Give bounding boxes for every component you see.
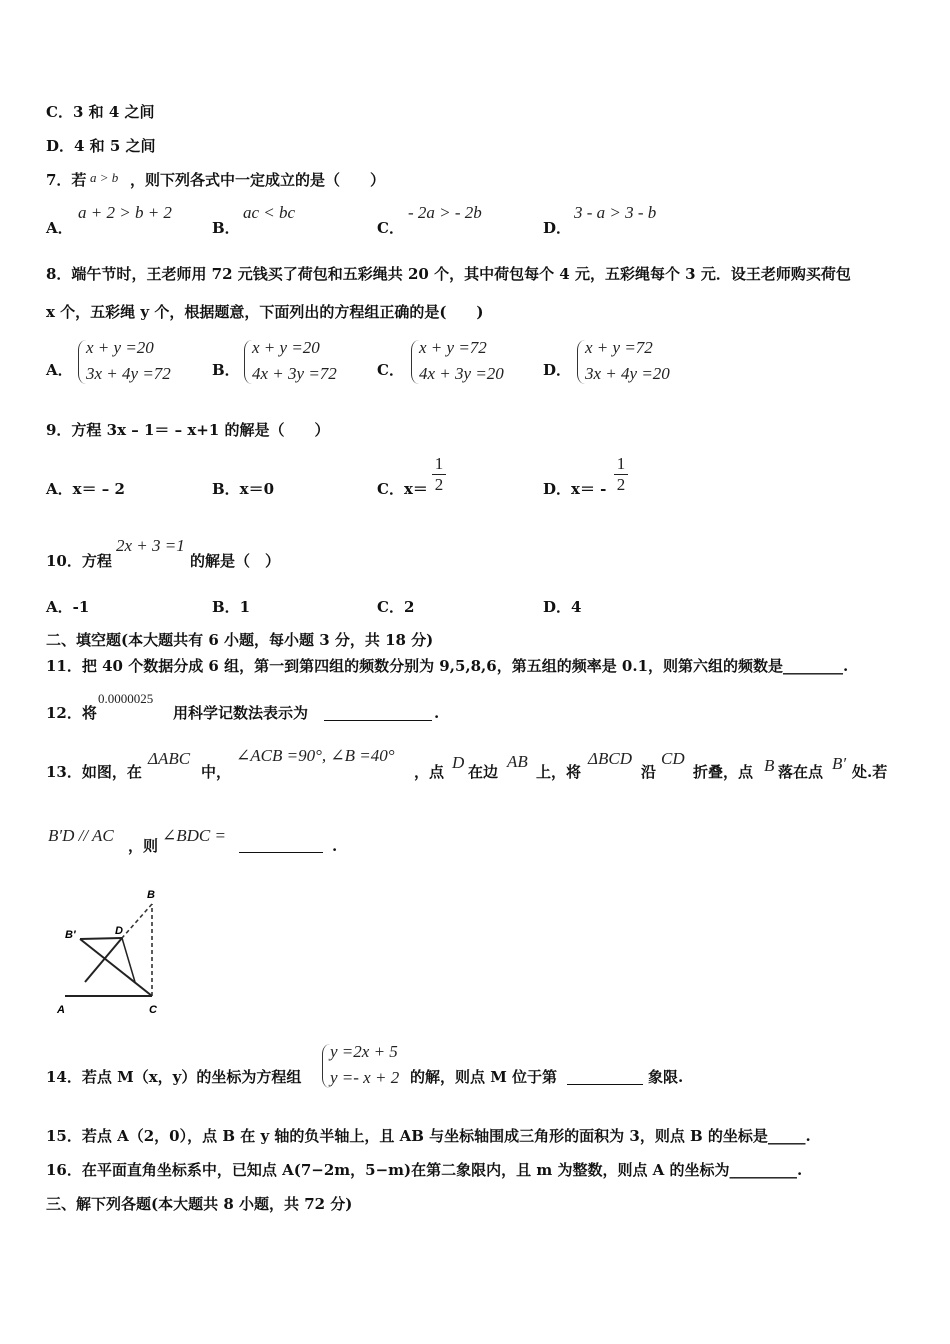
q14-eq1: y =2x + 5 — [330, 1042, 398, 1061]
q13-triangle-abc: ΔABC — [148, 749, 191, 768]
q13-point-d: D — [452, 753, 465, 772]
q13-end: . — [332, 837, 338, 855]
q8-option-d-eq1: x + y =72 — [585, 338, 653, 357]
q10-option-b: B．1 — [212, 598, 251, 616]
q10-suffix: 的解是（ ） — [190, 552, 281, 570]
q8-option-b-label: B． — [212, 361, 240, 379]
segment-d-to-ac — [85, 938, 122, 982]
q7-option-d-expr: 3 - a > 3 - b — [574, 203, 657, 222]
q7-option-c-label: C． — [377, 219, 404, 237]
q12-prefix: 12．将 — [46, 704, 97, 722]
label-b-prime: B′ — [65, 929, 76, 941]
q13-part1: 13．如图，在 — [46, 763, 142, 781]
q7-suffix: ，则下列各式中一定成立的是（ ） — [130, 171, 386, 189]
q7-option-a-label: A． — [46, 219, 73, 237]
q8-option-a-eq2: 3x + 4y =72 — [86, 364, 171, 383]
q8-option-c-eq1: x + y =72 — [419, 338, 487, 357]
q9-c-frac-num: 1 — [434, 454, 444, 473]
q7-option-b-expr: ac < bc — [243, 203, 296, 222]
q9-option-a: A．x＝ – 2 — [46, 480, 125, 498]
q8-stem-line2: x 个，五彩绳 y 个，根据题意，下面列出的方程组正确的是( ) — [46, 303, 484, 321]
q13-part2: 中， — [201, 763, 232, 781]
q9-c-frac-den: 2 — [434, 475, 444, 494]
q7-option-a-expr: a + 2 > b + 2 — [78, 203, 172, 222]
q9-option-c: C．x＝ — [377, 480, 428, 498]
q6-option-d: D．4 和 5 之间 — [46, 137, 156, 155]
q13-part3: ，点 — [414, 763, 445, 781]
q16-text: 16．在平面直角坐标系中，已知点 A(7−2m，5−m)在第二象限内，且 m 为整数，则点 A 的坐标为_________. — [46, 1161, 803, 1179]
q13-part10: ，则 — [128, 837, 159, 855]
q14-answer-blank — [567, 1068, 643, 1085]
q13-part4: 在边 — [468, 763, 499, 781]
q7-option-d-label: D． — [543, 219, 572, 237]
q12-end: . — [434, 704, 440, 722]
q13-side-cd: CD — [661, 749, 685, 768]
q7-option-b-label: B． — [212, 219, 240, 237]
q13-part9: 处.若 — [852, 763, 888, 781]
q9-option-d-fraction — [614, 455, 628, 494]
q8-option-a-eq1: x + y =20 — [86, 338, 154, 357]
q13-part5: 上，将 — [536, 763, 582, 781]
segment-dc — [122, 938, 135, 982]
q13-ask-angle: ∠BDC = — [162, 826, 226, 845]
q8-option-d-label: D． — [543, 361, 572, 379]
q9-d-frac-num: 1 — [616, 454, 626, 473]
segment-b-prime-c — [80, 939, 152, 996]
q7-prefix: 7．若 — [46, 171, 87, 189]
segment-bd-dashed — [122, 904, 152, 938]
q10-option-d: D．4 — [543, 598, 582, 616]
q14-eq2: y =- x + 2 — [330, 1068, 400, 1087]
q9-stem: 9．方程 3x – 1＝ – x+1 的解是（ ） — [46, 421, 330, 439]
segment-b-prime-d — [80, 938, 122, 939]
q9-option-d: D．x＝ - — [543, 480, 607, 498]
q13-answer-blank — [239, 836, 323, 853]
q8-option-c-label: C． — [377, 361, 404, 379]
q9-d-frac-den: 2 — [616, 475, 626, 494]
section-3-heading: 三、解下列各题(本大题共 8 小题，共 72 分) — [46, 1195, 353, 1213]
q13-angles: ∠ACB =90°, ∠B =40° — [236, 746, 395, 765]
label-b: B — [147, 889, 155, 901]
q11-text: 11．把 40 个数据分成 6 组，第一到第四组的频数分别为 9,5,8,6，第五组的频率是 0.1，则第六组的频数是________. — [46, 657, 849, 675]
q10-option-c: C．2 — [377, 598, 415, 616]
label-a: A — [57, 1004, 65, 1016]
q8-option-d-eq2: 3x + 4y =20 — [585, 364, 670, 383]
q12-answer-blank — [324, 704, 432, 721]
q8-stem-line1: 8．端午节时，王老师用 72 元钱买了荷包和五彩绳共 20 个，其中荷包每个 4 元，五彩绳每个 3 元．设王老师购买荷包 — [46, 265, 851, 283]
q8-option-b-eq1: x + y =20 — [252, 338, 320, 357]
q8-option-c-eq2: 4x + 3y =20 — [419, 364, 504, 383]
q13-side-ab: AB — [507, 752, 528, 771]
q10-prefix: 10．方程 — [46, 552, 112, 570]
q15-text: 15．若点 A（2，0），点 B 在 y 轴的负半轴上，且 AB 与坐标轴围成三角形的面积为 3，则点 B 的坐标是_____. — [46, 1127, 811, 1145]
q13-part8: 落在点 — [778, 763, 824, 781]
q13-condition: B′D // AC — [48, 826, 114, 845]
q13-triangle-bcd: ΔBCD — [588, 749, 632, 768]
q14-suffix: 的解，则点 M 位于第 — [410, 1068, 558, 1086]
q8-option-b-eq2: 4x + 3y =72 — [252, 364, 337, 383]
q13-part7: 折叠，点 — [693, 763, 754, 781]
label-c: C — [149, 1004, 157, 1016]
q14-prefix: 14．若点 M（x，y）的坐标为方程组 — [46, 1068, 302, 1086]
section-2-heading: 二、填空题(本大题共有 6 小题，每小题 3 分，共 18 分) — [46, 631, 434, 649]
q10-equation: 2x + 3 =1 — [116, 536, 185, 555]
q8-option-a-label: A． — [46, 361, 73, 379]
q14-end: 象限. — [648, 1068, 684, 1086]
q6-option-c: C．3 和 4 之间 — [46, 103, 155, 121]
q7-option-c-expr: - 2a > - 2b — [408, 203, 482, 222]
q12-number: 0.0000025 — [98, 691, 154, 706]
q13-part6: 沿 — [641, 763, 657, 781]
q10-option-a: A．-1 — [46, 598, 90, 616]
q9-option-b: B．x＝0 — [212, 480, 275, 498]
label-d: D — [115, 925, 123, 937]
q7-condition: a > b — [90, 170, 119, 185]
q13-geometry-figure — [55, 882, 170, 1020]
q13-point-b-prime: B′ — [832, 754, 847, 773]
q9-option-c-fraction — [432, 455, 446, 494]
q12-suffix: 用科学记数法表示为 — [173, 704, 309, 722]
q13-point-b: B — [764, 756, 775, 775]
